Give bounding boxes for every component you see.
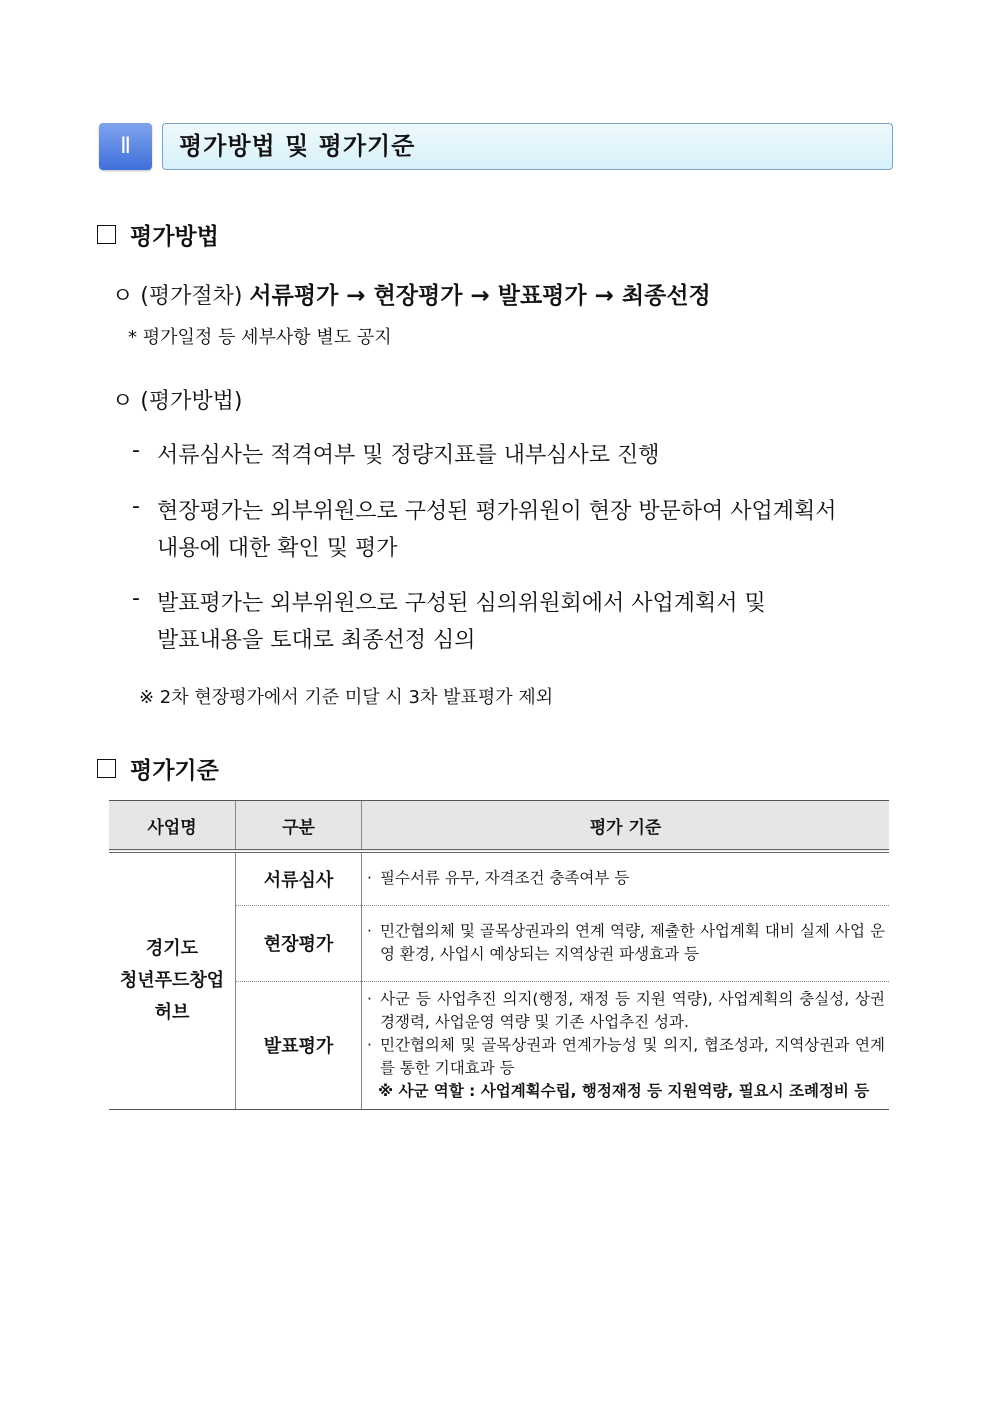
section-title-box [162,123,893,170]
procedure-line [112,277,711,310]
square-bullet-icon [97,759,116,778]
criteria-cell [362,905,890,981]
method-item-1-line-1: 서류심사는 적격여부 및 정량지표를 내부심사로 진행 [157,443,660,468]
criteria-cell [362,851,890,905]
business-name-line: 허브 [154,1001,190,1023]
procedure-steps: 서류평가 → 현장평가 → 발표평가 → 최종선정 [249,283,711,309]
section-number-badge: Ⅱ [99,123,152,170]
procedure-label: ㅇ (평가절차) [112,284,250,309]
header-category: 구분 [236,801,362,852]
square-bullet-icon [97,225,116,244]
header-business-name: 사업명 [109,801,236,852]
method-heading [97,218,219,251]
criteria-table [109,800,889,1110]
criteria-item: · 민간협의체 및 골목상권과의 연계 역량, 제출한 사업계획 대비 실제 사업 운영 환경, 사업시 예상되는 지역상권 파생효과 등 [367,920,885,966]
category-cell: 현장평가 [236,905,362,981]
dot-bullet: · [367,1035,372,1054]
schedule-note: * 평가일정 등 세부사항 별도 공지 [128,327,392,348]
exclusion-note: ※ 2차 현장평가에서 기준 미달 시 3차 발표평가 제외 [139,687,554,708]
dot-bullet: · [367,922,372,940]
business-name-cell [109,851,236,1109]
business-name-line: 경기도 [145,937,199,959]
business-name-line: 청년푸드창업 [119,969,225,991]
dot-bullet: · [367,989,372,1008]
role-note: ※ 사군 역할 : 사업계획수립, 행정재정 등 지원역량, 필요시 조례정비 등 [378,1081,870,1100]
dash-bullet: - [132,586,140,611]
criteria-item: · 사군 등 사업추진 의지(행정, 재정 등 지원 역량), 사업계획의 충실성, 상권경쟁력, 사업운영 역량 및 기존 사업추진 성과. [367,988,885,1034]
criteria-heading-text: 평가기준 [130,758,219,784]
dash-bullet: - [132,438,140,463]
header-criteria: 평가 기준 [362,801,890,852]
category-cell: 발표평가 [236,981,362,1109]
method-heading-text: 평가방법 [130,224,219,250]
method-item-2-line-1: 현장평가는 외부위원으로 구성된 평가위원이 현장 방문하여 사업계획서 [157,499,837,524]
category-cell: 서류심사 [236,851,362,905]
criteria-heading [97,752,219,785]
section-title: 평가방법 및 평가기준 [179,132,416,160]
dash-bullet: - [132,494,140,519]
dot-bullet: · [367,869,372,888]
method-item-2-line-2: 내용에 대한 확인 및 평가 [157,536,398,561]
criteria-cell [362,981,890,1109]
method-item-3-line-2: 발표내용을 토대로 최종선정 심의 [157,628,476,653]
method-label: ㅇ (평가방법) [112,389,243,414]
criteria-item: · 필수서류 유무, 자격조건 충족여부 등 [367,867,885,890]
table-row [109,851,889,905]
method-item-3-line-1: 발표평가는 외부위원으로 구성된 심의위원회에서 사업계획서 및 [157,591,766,616]
criteria-item: · 민간협의체 및 골목상권과 연계가능성 및 의지, 협조성과, 지역상권과 연계를 통한 기대효과 등 [367,1034,885,1080]
